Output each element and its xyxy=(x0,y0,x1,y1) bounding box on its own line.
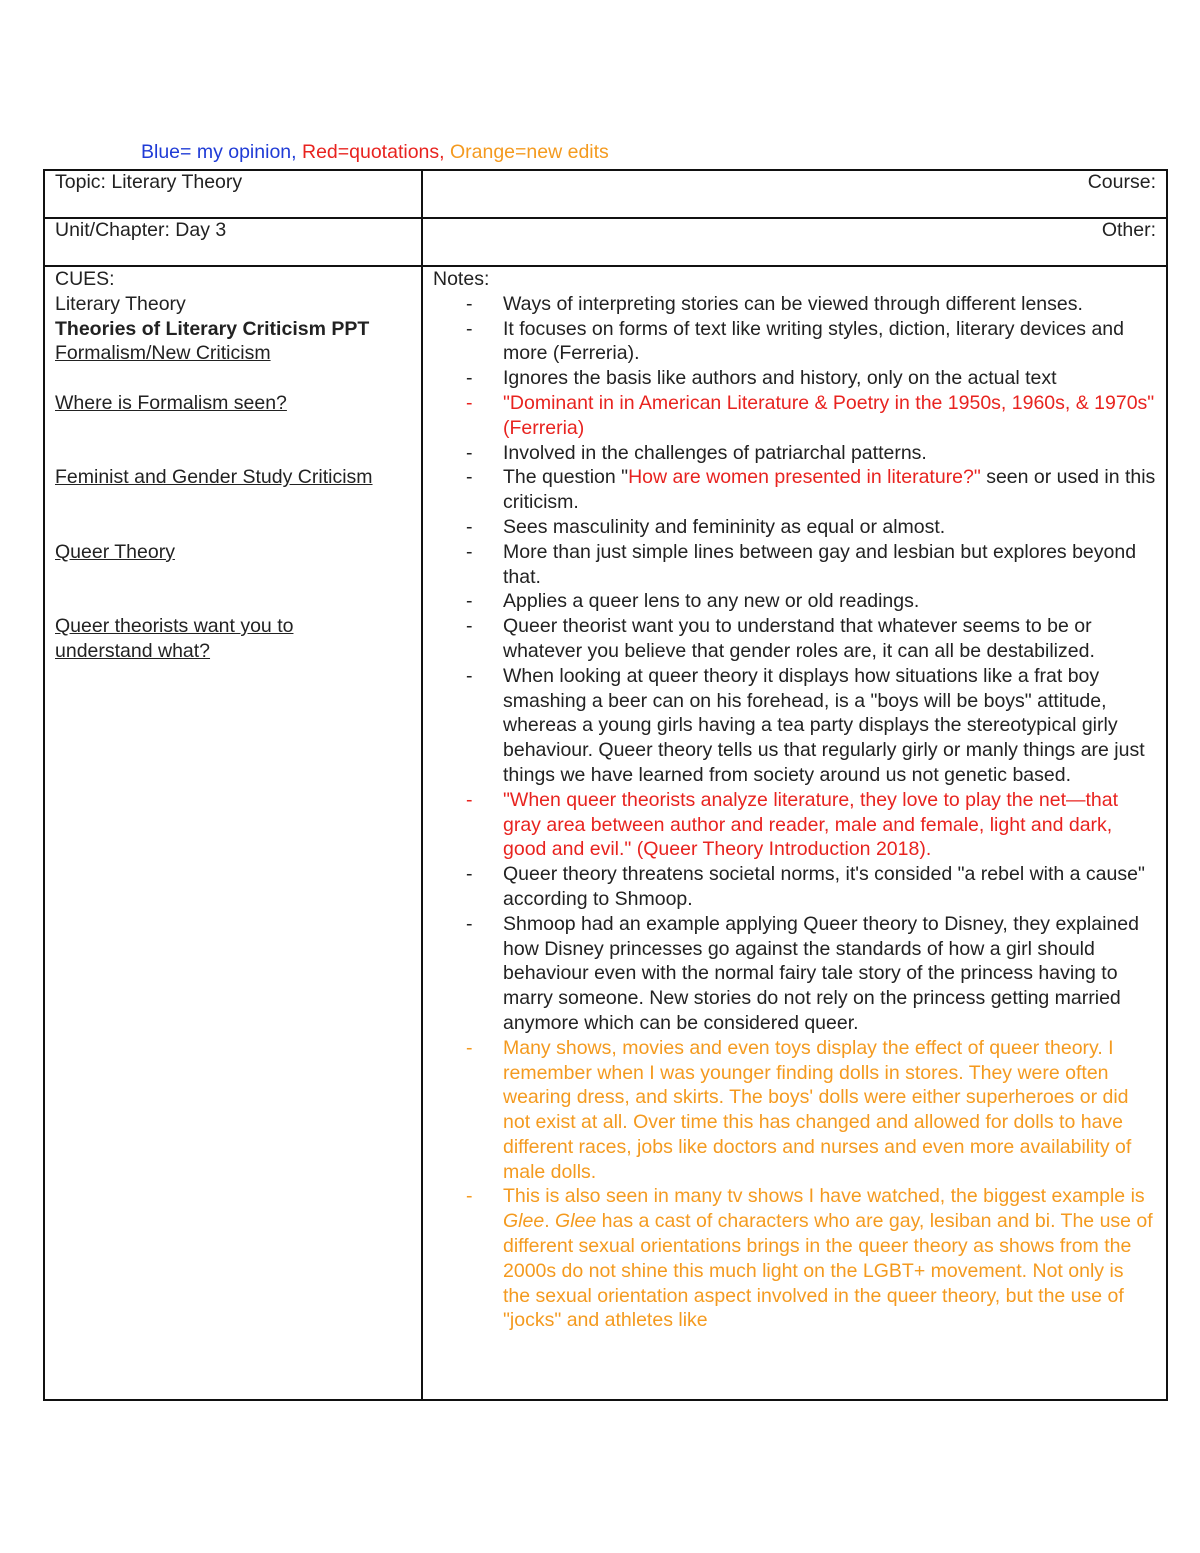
note-item-quote: - "Dominant in in American Literature & Poetry in the 1950s, 1960s, & 1970s" (Ferreria) xyxy=(466,391,1155,439)
other-cell: Other: xyxy=(422,218,1167,266)
note-item: - When looking at queer theory it displays how situations like a frat boy smashing a beer can on his forehead, is a "boys will be boys" attitude, whereas a young girls having a tea party displays the stereotypical girly behaviour. Queer theory tells us that regularly girly or manly things are just things we have learned from society around us not genetic based. xyxy=(466,664,1145,786)
cue-where-formalism: Where is Formalism seen? xyxy=(55,391,287,414)
note-item-quote: - "When queer theorists analyze literature, they love to play the net—that gray area between author and reader, male and female, light and dark, good and evil." (Queer Theory Introduction 2018). xyxy=(466,788,1119,861)
cue-queer-want: Queer theorists want you to xyxy=(55,615,294,638)
note-item: - Ignores the basis like authors and history, only on the actual text xyxy=(466,367,1057,390)
quote-fragment: How are women presented in literature?" xyxy=(628,466,981,489)
note-item: - It focuses on forms of text like writing styles, diction, literary devices and more (Ferreria). xyxy=(466,317,1125,365)
note-item: - Involved in the challenges of patriarchal patterns. xyxy=(466,441,927,464)
note-item: - The question "How are women presented in literature?" seen or used in this criticism. xyxy=(466,466,1156,514)
legend-blue: Blue= my opinion xyxy=(141,141,292,163)
legend-sep: , xyxy=(291,141,302,163)
cues-label: CUES: xyxy=(55,268,115,290)
note-item-new-edit: - Many shows, movies and even toys display the effect of queer theory. I remember when I was younger finding dolls in stores. They were often wearing dress, and skirts. The boys' dolls were either superheroes or did not exist at all. Over time this has changed and allowed for dolls to have different races, jobs like doctors and nurses and even more availability of male dolls. xyxy=(466,1036,1132,1183)
cue-literary-theory: Literary Theory xyxy=(55,292,186,315)
cue-ppt-title: Theories of Literary Criticism PPT xyxy=(55,317,370,340)
legend-red: Red=quotations xyxy=(301,141,440,163)
unit-row xyxy=(44,218,1167,266)
cue-feminist: Feminist and Gender Study Criticism xyxy=(55,466,373,489)
cue-queer-theory: Queer Theory xyxy=(55,540,175,563)
unit-cell: Unit/Chapter: Day 3 xyxy=(44,218,422,266)
note-item: - Queer theory threatens societal norms, it's consided "a rebel with a cause" according to Shmoop. xyxy=(466,863,1145,910)
cue-formalism: Formalism/New Criticism xyxy=(55,342,271,365)
cues-column xyxy=(44,266,422,1400)
title-glee: Glee xyxy=(555,1210,597,1233)
legend-orange: Orange=new edits xyxy=(449,141,609,163)
note-item: - Shmoop had an example applying Queer theory to Disney, they explained how Disney princesses go against the standards of how a girl should behaviour even with the normal fairy tale story of the princess having to marry someone. New stories do not rely on the princess getting married anymore which can be considered queer. xyxy=(466,912,1139,1034)
main-row xyxy=(44,266,1167,1400)
topic-row xyxy=(44,170,1167,218)
title-glee: Glee xyxy=(503,1210,545,1233)
color-legend xyxy=(141,141,609,164)
notes-title: Notes: xyxy=(433,268,490,290)
note-item: - Queer theorist want you to understand that whatever seems to be or whatever you believe that gender roles are, it can all be destabilized. xyxy=(466,615,1095,662)
cornell-notes-table xyxy=(43,169,1168,1401)
cue-queer-want-cont: understand what? xyxy=(55,639,211,662)
note-item: - Sees masculinity and femininity as equal or almost. xyxy=(466,515,946,538)
note-item-new-edit: - This is also seen in many tv shows I have watched, the biggest example is Glee. Glee has a cast of characters who are gay, lesiban and bi. The use of different sexual orientations brings in the queer theory as shows from the 2000s do not shine this much light on the LGBT+ movement. Not only is the sexual orientation aspect involved in the queer theory, but the use of "jocks" and athletes like xyxy=(466,1185,1153,1332)
note-item: - More than just simple lines between gay and lesbian but explores beyond that. xyxy=(466,540,1137,588)
notes-list xyxy=(433,292,1156,1333)
course-cell: Course: xyxy=(422,170,1167,218)
note-item: - Applies a queer lens to any new or old readings. xyxy=(466,590,920,613)
topic-cell: Topic: Literary Theory xyxy=(44,170,422,218)
notes-column xyxy=(422,266,1167,1400)
legend-sep: , xyxy=(439,141,450,163)
note-item: - Ways of interpreting stories can be viewed through different lenses. xyxy=(466,292,1083,315)
